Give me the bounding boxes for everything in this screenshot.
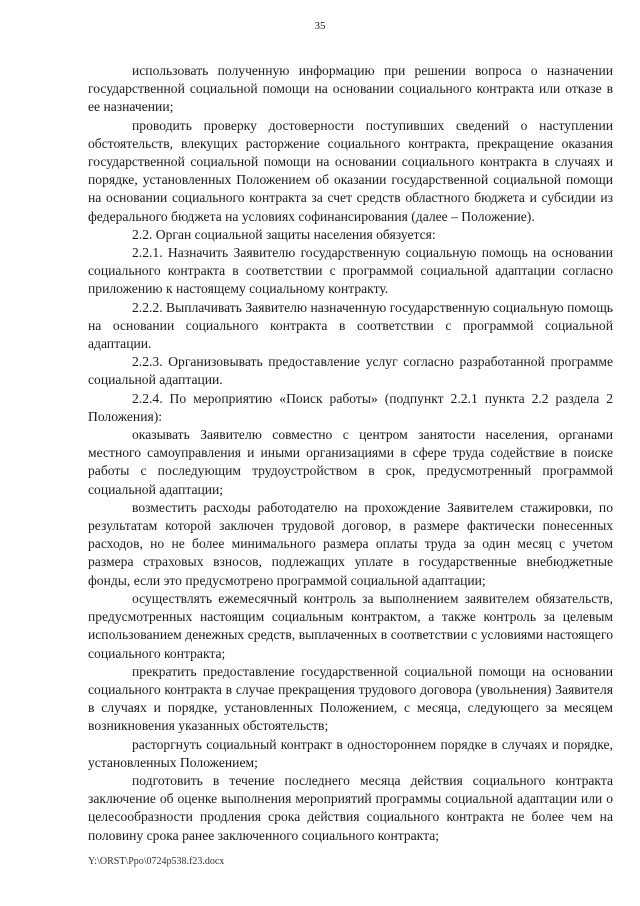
document-body bbox=[88, 62, 613, 845]
section-heading: 2.2. Орган социальной защиты населения обязуется: bbox=[132, 226, 436, 242]
paragraph: проводить проверку достоверности поступивших сведений о наступлении обстоятельств, влекущих расторжение социального контракта, прекращение оказания государственной социальной помощи на основании социального контракта в случаях и порядке, установленных Положением об оказании государственной социальной помощи на основании социального контракта за счет средств областного бюджета и субсидии из федерального бюджета на условиях софинансирования (далее – Положение). bbox=[88, 117, 613, 224]
paragraph: 2.2.4. По мероприятию «Поиск работы» (подпункт 2.2.1 пункта 2.2 раздела 2 Положения): bbox=[88, 390, 613, 424]
paragraph: прекратить предоставление государственной социальной помощи на основании социального контракта в случае прекращения трудового договора (увольнения) Заявителя в случаях и порядке, установленных Положением, с месяца, следующего за месяцем возникновения указанных обстоятельств; bbox=[88, 663, 613, 734]
paragraph: осуществлять ежемесячный контроль за выполнением заявителем обязательств, предусмотренных настоящим социальным контрактом, а также контроль за целевым использованием денежных средств, выплаченных в соответствии с условиями настоящего социального контракта; bbox=[88, 590, 613, 661]
paragraph: 2.2.2. Выплачивать Заявителю назначенную государственную социальную помощь на основании социального контракта в соответствии с программой социальной адаптации. bbox=[88, 299, 613, 352]
paragraph: подготовить в течение последнего месяца действия социального контракта заключение об оценке выполнения мероприятий программы социальной адаптации или о целесообразности продления срока действия социального контракта не более чем на половину срока ранее заключенного социального контракта; bbox=[88, 772, 613, 843]
paragraph: 2.2.3. Организовывать предоставление услуг согласно разработанной программе социальной адаптации. bbox=[88, 354, 613, 388]
page-number: 35 bbox=[314, 20, 326, 32]
paragraph: расторгнуть социальный контракт в одностороннем порядке в случаях и порядке, установленных Положением; bbox=[88, 736, 613, 770]
paragraph: использовать полученную информацию при решении вопроса о назначении государственной социальной помощи на основании социального контракта или отказе в ее назначении; bbox=[88, 63, 613, 115]
paragraph: возместить расходы работодателю на прохождение Заявителем стажировки, по результатам которой заключен трудовой договор, в размере фактически понесенных расходов, но не более минимального размера оплаты труда за один месяц с учетом размера страховых взносов, подлежащих уплате в государственные внебюджетные фонды, если это предусмотрено программой социальной адаптации; bbox=[88, 499, 613, 588]
paragraph: оказывать Заявителю совместно с центром занятости населения, органами местного самоуправления и иными организациями в сфере труда содействие в поиске работы с последующим трудоустройством в срок, предусмотренный программой социальной адаптации; bbox=[88, 427, 613, 497]
file-path-footer: Y:\ORST\Ppo\0724p538.f23.docx bbox=[88, 856, 225, 867]
paragraph: 2.2.1. Назначить Заявителю государственную социальную помощь на основании социального контракта в соответствии с программой социальной адаптации согласно приложению к настоящему социальному контракту. bbox=[88, 245, 613, 297]
